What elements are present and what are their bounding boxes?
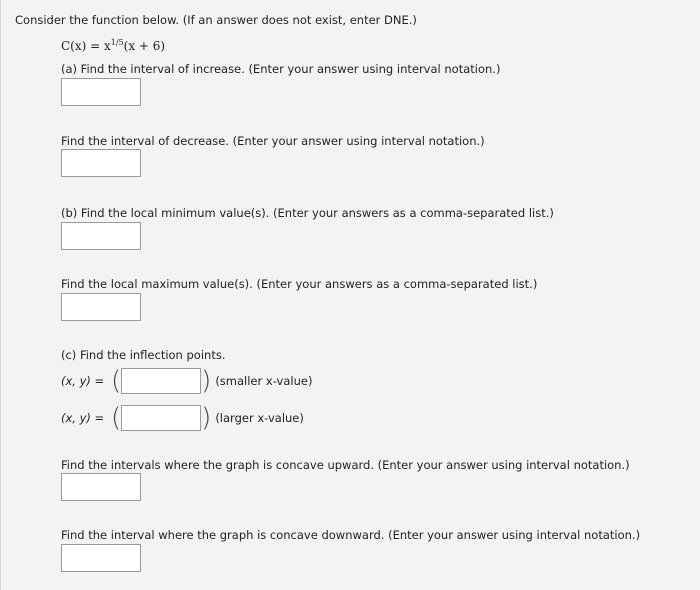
function-definition <box>61 38 165 53</box>
inflection-row-larger <box>61 404 304 432</box>
inflection-larger-input[interactable] <box>121 405 201 431</box>
answer-concave-down-input[interactable] <box>61 544 141 572</box>
question-b-local-min: (b) Find the local minimum value(s). (Enter your answers as a comma-separated list.) <box>61 206 554 220</box>
point-label: (x, y) = <box>61 411 105 425</box>
open-paren: ( <box>111 403 122 433</box>
answer-concave-up-input[interactable] <box>61 473 141 501</box>
close-paren: ) <box>201 366 212 396</box>
answer-decrease-input[interactable] <box>61 149 141 177</box>
close-paren: ) <box>201 403 212 433</box>
function-rhs: (x + 6) <box>123 39 166 53</box>
answer-local-min-input[interactable] <box>61 222 141 250</box>
question-concave-down: Find the interval where the graph is concave downward. (Enter your answer using interval notation.) <box>61 528 641 542</box>
answer-increase-input[interactable] <box>61 78 141 106</box>
question-a-increase: (a) Find the interval of increase. (Enter your answer using interval notation.) <box>61 62 501 76</box>
smaller-x-note: (smaller x-value) <box>215 374 313 388</box>
inflection-row-smaller <box>61 367 312 395</box>
larger-x-note: (larger x-value) <box>215 411 304 425</box>
point-label: (x, y) = <box>61 374 105 388</box>
inflection-smaller-input[interactable] <box>121 368 201 394</box>
question-c-inflection: (c) Find the inflection points. <box>61 348 226 362</box>
function-exponent: 1/5 <box>110 38 124 47</box>
answer-local-max-input[interactable] <box>61 293 141 321</box>
function-lhs: C(x) = x <box>61 39 111 53</box>
intro-text: Consider the function below. (If an answer does not exist, enter DNE.) <box>15 13 417 27</box>
question-local-max: Find the local maximum value(s). (Enter your answers as a comma-separated list.) <box>61 277 538 291</box>
question-decrease: Find the interval of decrease. (Enter your answer using interval notation.) <box>61 134 485 148</box>
question-concave-up: Find the intervals where the graph is concave upward. (Enter your answer using interval notation.) <box>61 458 630 472</box>
open-paren: ( <box>111 366 122 396</box>
